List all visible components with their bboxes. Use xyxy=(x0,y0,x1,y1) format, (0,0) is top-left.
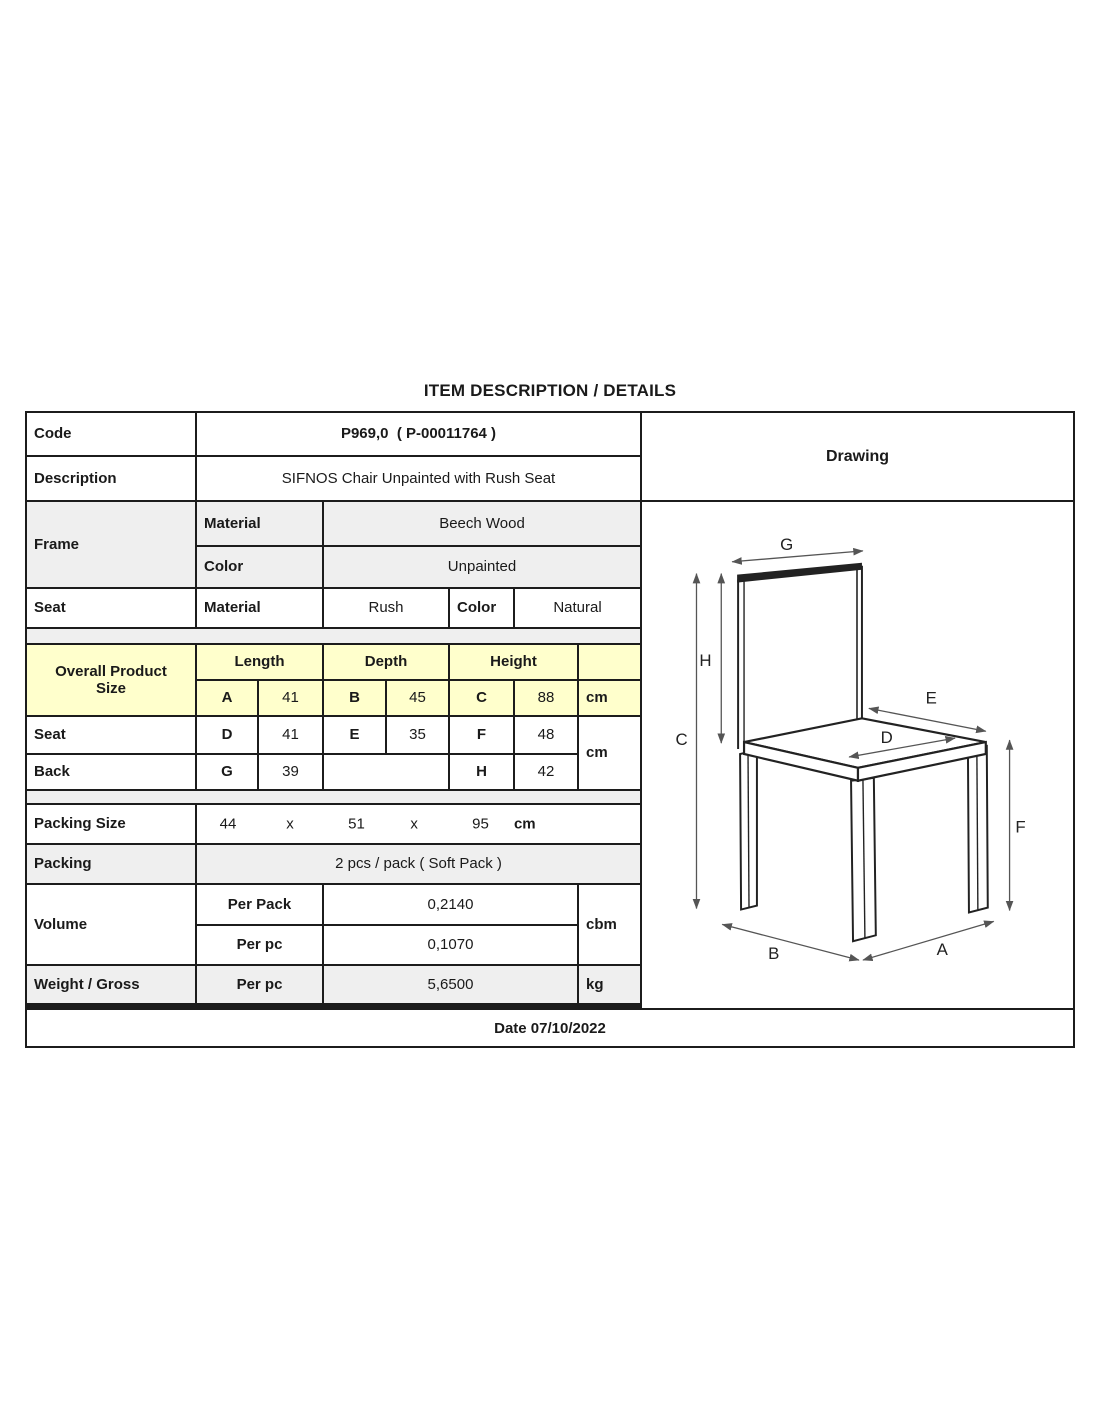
frame-label: Frame xyxy=(27,502,195,587)
volume-unit: cbm xyxy=(579,885,640,964)
dim-key: D xyxy=(197,717,257,753)
overall-size-label: Overall Product Size xyxy=(27,645,195,715)
seat-material-label: Material xyxy=(197,589,322,627)
frame-material-label: Material xyxy=(197,502,322,545)
dim-key: H xyxy=(450,755,513,789)
code-value: P969,0 ( P-00011764 ) xyxy=(197,413,640,455)
dim-value: 42 xyxy=(515,755,577,789)
weight-label: Weight / Gross xyxy=(27,966,195,1003)
length-header: Length xyxy=(197,645,322,679)
label-e: E xyxy=(925,688,937,708)
dim-value: 48 xyxy=(515,717,577,753)
dim-key: F xyxy=(450,717,513,753)
description-value: SIFNOS Chair Unpainted with Rush Seat xyxy=(197,457,640,500)
unit-cell: cm xyxy=(579,681,640,715)
packing-size-value xyxy=(197,805,640,843)
label-d: D xyxy=(880,728,893,748)
packing-size-label: Packing Size xyxy=(27,805,195,843)
dim-key: C xyxy=(450,681,513,715)
packing-label: Packing xyxy=(27,845,195,883)
label-a: A xyxy=(936,940,948,960)
seat-color-value: Natural xyxy=(515,589,640,627)
back-size-label: Back xyxy=(27,755,195,789)
seat-material-value: Rush xyxy=(324,589,448,627)
depth-header: Depth xyxy=(324,645,448,679)
height-header: Height xyxy=(450,645,577,679)
per-pc-value: 0,1070 xyxy=(324,926,577,964)
frame-color-value: Unpainted xyxy=(324,547,640,587)
label-f: F xyxy=(1015,817,1026,837)
label-g: G xyxy=(780,534,794,554)
spacer-row xyxy=(27,791,640,803)
per-pc-label: Per pc xyxy=(197,926,322,964)
code-label: Code xyxy=(27,413,195,455)
pack-dim-1: 44 xyxy=(219,815,237,833)
per-pack-label: Per Pack xyxy=(197,885,322,924)
dim-key: B xyxy=(324,681,385,715)
empty-cell xyxy=(324,755,448,789)
seat-size-label: Seat xyxy=(27,717,195,753)
volume-label: Volume xyxy=(27,885,195,964)
seat-color-label: Color xyxy=(450,589,513,627)
details-grid xyxy=(27,413,640,1008)
dim-value: 88 xyxy=(515,681,577,715)
dim-key: G xyxy=(197,755,257,789)
unit-cell: cm xyxy=(579,717,640,789)
dim-value: 39 xyxy=(259,755,322,789)
label-b: B xyxy=(768,944,780,964)
frame-color-label: Color xyxy=(197,547,322,587)
label-h: H xyxy=(699,650,712,670)
dim-value: 45 xyxy=(387,681,448,715)
spacer-row xyxy=(27,629,640,643)
packing-value: 2 pcs / pack ( Soft Pack ) xyxy=(197,845,640,883)
pack-times: x xyxy=(410,815,418,833)
drawing-header: Drawing xyxy=(642,413,1073,502)
weight-per-pc-label: Per pc xyxy=(197,966,322,1003)
dim-value: 35 xyxy=(387,717,448,753)
dim-value: 41 xyxy=(259,717,322,753)
chair-seat xyxy=(744,718,986,780)
weight-unit: kg xyxy=(579,966,640,1003)
dim-key: E xyxy=(324,717,385,753)
dim-key: A xyxy=(197,681,257,715)
seat-label: Seat xyxy=(27,589,195,627)
label-c: C xyxy=(675,730,688,750)
drawing-area xyxy=(642,502,1073,1008)
weight-per-pc-value: 5,6500 xyxy=(324,966,577,1003)
pack-unit: cm xyxy=(513,815,536,833)
pack-dim-2: 51 xyxy=(348,815,365,833)
pack-dim-3: 95 xyxy=(472,815,489,833)
description-label: Description xyxy=(27,457,195,500)
chair-drawing xyxy=(642,502,1071,1003)
page-title: ITEM DESCRIPTION / DETAILS xyxy=(423,381,677,400)
spec-table xyxy=(25,411,1075,1048)
date-row: Date 07/10/2022 xyxy=(27,1008,1073,1046)
header-empty-cell xyxy=(579,645,640,679)
per-pack-value: 0,2140 xyxy=(324,885,577,924)
pack-times: x xyxy=(286,815,294,833)
drawing-panel xyxy=(640,413,1073,1008)
dim-value: 41 xyxy=(259,681,322,715)
frame-material-value: Beech Wood xyxy=(324,502,640,545)
